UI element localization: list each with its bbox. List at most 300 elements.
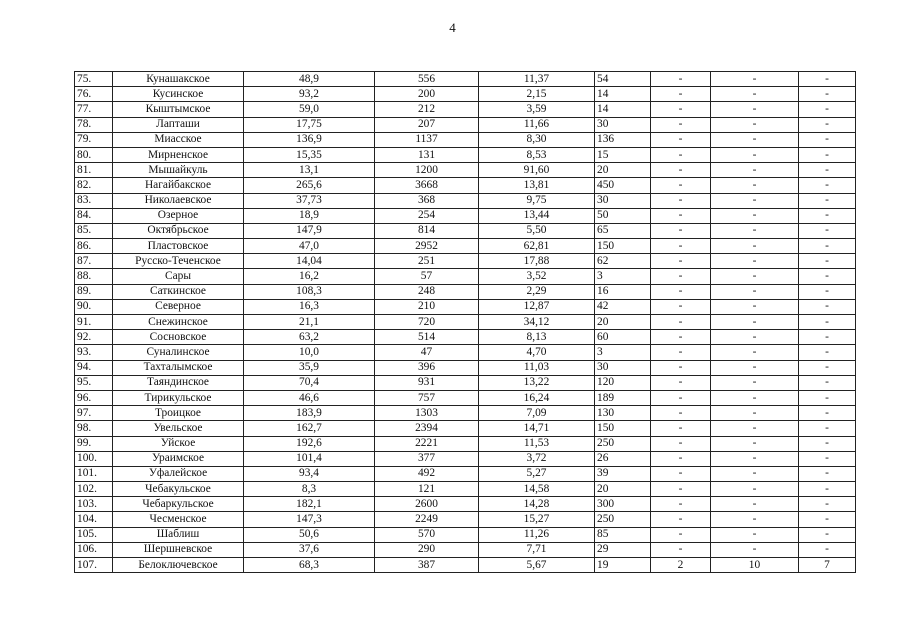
value-cell-2: - bbox=[711, 451, 799, 466]
table-row bbox=[75, 117, 856, 132]
value-cell-1: - bbox=[651, 527, 711, 542]
name-cell: Кусинское bbox=[113, 87, 244, 102]
volume-cell: 3668 bbox=[375, 178, 479, 193]
table-row bbox=[75, 299, 856, 314]
volume-cell: 1303 bbox=[375, 406, 479, 421]
value-cell-3: - bbox=[799, 284, 856, 299]
value-cell-1: - bbox=[651, 482, 711, 497]
area-cell: 35,9 bbox=[244, 360, 375, 375]
row-number-cell: 79. bbox=[75, 132, 113, 147]
reserve-cell: 250 bbox=[595, 512, 651, 527]
volume-cell: 720 bbox=[375, 315, 479, 330]
area-cell: 15,35 bbox=[244, 147, 375, 162]
area-cell: 136,9 bbox=[244, 132, 375, 147]
value-cell-1: - bbox=[651, 132, 711, 147]
table-row bbox=[75, 542, 856, 557]
area-cell: 183,9 bbox=[244, 406, 375, 421]
volume-cell: 1200 bbox=[375, 163, 479, 178]
table-row bbox=[75, 223, 856, 238]
value-cell-1: - bbox=[651, 345, 711, 360]
row-number-cell: 107. bbox=[75, 558, 113, 573]
name-cell: Тирикульское bbox=[113, 390, 244, 405]
depth-cell: 62,81 bbox=[479, 239, 595, 254]
value-cell-1: - bbox=[651, 421, 711, 436]
depth-cell: 7,71 bbox=[479, 542, 595, 557]
depth-cell: 15,27 bbox=[479, 512, 595, 527]
reserve-cell: 42 bbox=[595, 299, 651, 314]
reserve-cell: 60 bbox=[595, 330, 651, 345]
name-cell: Северное bbox=[113, 299, 244, 314]
area-cell: 101,4 bbox=[244, 451, 375, 466]
name-cell: Кунашакское bbox=[113, 72, 244, 87]
row-number-cell: 89. bbox=[75, 284, 113, 299]
row-number-cell: 98. bbox=[75, 421, 113, 436]
name-cell: Уйское bbox=[113, 436, 244, 451]
row-number-cell: 90. bbox=[75, 299, 113, 314]
row-number-cell: 82. bbox=[75, 178, 113, 193]
value-cell-2: - bbox=[711, 239, 799, 254]
area-cell: 162,7 bbox=[244, 421, 375, 436]
row-number-cell: 87. bbox=[75, 254, 113, 269]
value-cell-3: - bbox=[799, 102, 856, 117]
row-number-cell: 100. bbox=[75, 451, 113, 466]
value-cell-2: - bbox=[711, 497, 799, 512]
value-cell-3: - bbox=[799, 466, 856, 481]
value-cell-3: - bbox=[799, 390, 856, 405]
area-cell: 13,1 bbox=[244, 163, 375, 178]
name-cell: Таяндинское bbox=[113, 375, 244, 390]
reserve-cell: 3 bbox=[595, 345, 651, 360]
reserve-cell: 120 bbox=[595, 375, 651, 390]
name-cell: Октябрьское bbox=[113, 223, 244, 238]
area-cell: 48,9 bbox=[244, 72, 375, 87]
table-row bbox=[75, 558, 856, 573]
depth-cell: 2,29 bbox=[479, 284, 595, 299]
table-row bbox=[75, 345, 856, 360]
value-cell-3: - bbox=[799, 132, 856, 147]
value-cell-2: - bbox=[711, 299, 799, 314]
depth-cell: 5,27 bbox=[479, 466, 595, 481]
name-cell: Уфалейское bbox=[113, 466, 244, 481]
value-cell-1: - bbox=[651, 102, 711, 117]
depth-cell: 7,09 bbox=[479, 406, 595, 421]
reserve-cell: 30 bbox=[595, 193, 651, 208]
volume-cell: 931 bbox=[375, 375, 479, 390]
value-cell-3: - bbox=[799, 178, 856, 193]
depth-cell: 13,44 bbox=[479, 208, 595, 223]
value-cell-2: - bbox=[711, 330, 799, 345]
area-cell: 147,9 bbox=[244, 223, 375, 238]
name-cell: Николаевское bbox=[113, 193, 244, 208]
depth-cell: 5,67 bbox=[479, 558, 595, 573]
table-row bbox=[75, 360, 856, 375]
reserve-cell: 65 bbox=[595, 223, 651, 238]
volume-cell: 121 bbox=[375, 482, 479, 497]
depth-cell: 11,53 bbox=[479, 436, 595, 451]
value-cell-1: - bbox=[651, 315, 711, 330]
volume-cell: 2600 bbox=[375, 497, 479, 512]
area-cell: 147,3 bbox=[244, 512, 375, 527]
name-cell: Русско-Теченское bbox=[113, 254, 244, 269]
reserve-cell: 300 bbox=[595, 497, 651, 512]
row-number-cell: 106. bbox=[75, 542, 113, 557]
value-cell-2: - bbox=[711, 345, 799, 360]
value-cell-2: - bbox=[711, 512, 799, 527]
row-number-cell: 81. bbox=[75, 163, 113, 178]
table-row bbox=[75, 132, 856, 147]
name-cell: Лапташи bbox=[113, 117, 244, 132]
table-row bbox=[75, 147, 856, 162]
row-number-cell: 105. bbox=[75, 527, 113, 542]
value-cell-2: - bbox=[711, 102, 799, 117]
volume-cell: 254 bbox=[375, 208, 479, 223]
depth-cell: 34,12 bbox=[479, 315, 595, 330]
volume-cell: 47 bbox=[375, 345, 479, 360]
value-cell-3: - bbox=[799, 375, 856, 390]
area-cell: 10,0 bbox=[244, 345, 375, 360]
area-cell: 17,75 bbox=[244, 117, 375, 132]
volume-cell: 210 bbox=[375, 299, 479, 314]
value-cell-3: - bbox=[799, 87, 856, 102]
row-number-cell: 84. bbox=[75, 208, 113, 223]
value-cell-2: - bbox=[711, 315, 799, 330]
row-number-cell: 85. bbox=[75, 223, 113, 238]
value-cell-3: - bbox=[799, 254, 856, 269]
row-number-cell: 103. bbox=[75, 497, 113, 512]
table-body bbox=[75, 72, 856, 573]
area-cell: 21,1 bbox=[244, 315, 375, 330]
area-cell: 46,6 bbox=[244, 390, 375, 405]
value-cell-1: - bbox=[651, 163, 711, 178]
value-cell-1: - bbox=[651, 147, 711, 162]
table-row bbox=[75, 239, 856, 254]
depth-cell: 12,87 bbox=[479, 299, 595, 314]
volume-cell: 290 bbox=[375, 542, 479, 557]
value-cell-2: - bbox=[711, 87, 799, 102]
depth-cell: 13,22 bbox=[479, 375, 595, 390]
depth-cell: 8,13 bbox=[479, 330, 595, 345]
value-cell-1: - bbox=[651, 193, 711, 208]
area-cell: 192,6 bbox=[244, 436, 375, 451]
value-cell-2: - bbox=[711, 466, 799, 481]
volume-cell: 2249 bbox=[375, 512, 479, 527]
reserve-cell: 26 bbox=[595, 451, 651, 466]
volume-cell: 131 bbox=[375, 147, 479, 162]
table-row bbox=[75, 375, 856, 390]
volume-cell: 248 bbox=[375, 284, 479, 299]
reserve-cell: 16 bbox=[595, 284, 651, 299]
depth-cell: 14,58 bbox=[479, 482, 595, 497]
value-cell-2: - bbox=[711, 527, 799, 542]
page-number: 4 bbox=[449, 20, 456, 35]
reserve-cell: 39 bbox=[595, 466, 651, 481]
table-row bbox=[75, 421, 856, 436]
value-cell-3: - bbox=[799, 360, 856, 375]
row-number-cell: 83. bbox=[75, 193, 113, 208]
reserve-cell: 54 bbox=[595, 72, 651, 87]
table-row bbox=[75, 466, 856, 481]
name-cell: Белоключевское bbox=[113, 558, 244, 573]
reserve-cell: 14 bbox=[595, 87, 651, 102]
area-cell: 265,6 bbox=[244, 178, 375, 193]
row-number-cell: 75. bbox=[75, 72, 113, 87]
row-number-cell: 94. bbox=[75, 360, 113, 375]
value-cell-2: - bbox=[711, 390, 799, 405]
volume-cell: 757 bbox=[375, 390, 479, 405]
value-cell-1: - bbox=[651, 542, 711, 557]
row-number-cell: 97. bbox=[75, 406, 113, 421]
depth-cell: 11,26 bbox=[479, 527, 595, 542]
value-cell-1: - bbox=[651, 436, 711, 451]
depth-cell: 8,30 bbox=[479, 132, 595, 147]
value-cell-1: - bbox=[651, 466, 711, 481]
volume-cell: 570 bbox=[375, 527, 479, 542]
value-cell-1: - bbox=[651, 299, 711, 314]
row-number-cell: 76. bbox=[75, 87, 113, 102]
value-cell-1: - bbox=[651, 269, 711, 284]
value-cell-2: - bbox=[711, 254, 799, 269]
row-number-cell: 92. bbox=[75, 330, 113, 345]
value-cell-2: - bbox=[711, 482, 799, 497]
value-cell-1: - bbox=[651, 254, 711, 269]
reserve-cell: 20 bbox=[595, 315, 651, 330]
area-cell: 37,73 bbox=[244, 193, 375, 208]
volume-cell: 2952 bbox=[375, 239, 479, 254]
area-cell: 182,1 bbox=[244, 497, 375, 512]
depth-cell: 3,52 bbox=[479, 269, 595, 284]
table-row bbox=[75, 102, 856, 117]
depth-cell: 17,88 bbox=[479, 254, 595, 269]
name-cell: Мышайкуль bbox=[113, 163, 244, 178]
area-cell: 68,3 bbox=[244, 558, 375, 573]
area-cell: 16,2 bbox=[244, 269, 375, 284]
table-row bbox=[75, 284, 856, 299]
name-cell: Сосновское bbox=[113, 330, 244, 345]
volume-cell: 396 bbox=[375, 360, 479, 375]
area-cell: 63,2 bbox=[244, 330, 375, 345]
value-cell-3: - bbox=[799, 527, 856, 542]
name-cell: Чесменское bbox=[113, 512, 244, 527]
depth-cell: 14,71 bbox=[479, 421, 595, 436]
area-cell: 18,9 bbox=[244, 208, 375, 223]
table-row bbox=[75, 87, 856, 102]
value-cell-1: - bbox=[651, 239, 711, 254]
reserve-cell: 250 bbox=[595, 436, 651, 451]
depth-cell: 11,66 bbox=[479, 117, 595, 132]
value-cell-1: - bbox=[651, 451, 711, 466]
value-cell-3: - bbox=[799, 451, 856, 466]
table-row bbox=[75, 72, 856, 87]
volume-cell: 200 bbox=[375, 87, 479, 102]
name-cell: Саткинское bbox=[113, 284, 244, 299]
reserve-cell: 30 bbox=[595, 117, 651, 132]
value-cell-1: - bbox=[651, 512, 711, 527]
depth-cell: 2,15 bbox=[479, 87, 595, 102]
volume-cell: 207 bbox=[375, 117, 479, 132]
name-cell: Сары bbox=[113, 269, 244, 284]
name-cell: Ураимское bbox=[113, 451, 244, 466]
volume-cell: 1137 bbox=[375, 132, 479, 147]
value-cell-2: - bbox=[711, 208, 799, 223]
value-cell-1: - bbox=[651, 330, 711, 345]
table-row bbox=[75, 406, 856, 421]
reserve-cell: 29 bbox=[595, 542, 651, 557]
depth-cell: 5,50 bbox=[479, 223, 595, 238]
name-cell: Тахталымское bbox=[113, 360, 244, 375]
row-number-cell: 78. bbox=[75, 117, 113, 132]
depth-cell: 11,37 bbox=[479, 72, 595, 87]
value-cell-1: - bbox=[651, 87, 711, 102]
depth-cell: 13,81 bbox=[479, 178, 595, 193]
area-cell: 8,3 bbox=[244, 482, 375, 497]
value-cell-1: - bbox=[651, 72, 711, 87]
value-cell-2: - bbox=[711, 193, 799, 208]
reserve-cell: 50 bbox=[595, 208, 651, 223]
volume-cell: 212 bbox=[375, 102, 479, 117]
name-cell: Озерное bbox=[113, 208, 244, 223]
reserve-cell: 20 bbox=[595, 482, 651, 497]
row-number-cell: 96. bbox=[75, 390, 113, 405]
value-cell-3: - bbox=[799, 299, 856, 314]
depth-cell: 8,53 bbox=[479, 147, 595, 162]
reserve-cell: 14 bbox=[595, 102, 651, 117]
table-row bbox=[75, 163, 856, 178]
reserve-cell: 189 bbox=[595, 390, 651, 405]
value-cell-2: - bbox=[711, 132, 799, 147]
name-cell: Нагайбакское bbox=[113, 178, 244, 193]
reserve-cell: 15 bbox=[595, 147, 651, 162]
row-number-cell: 101. bbox=[75, 466, 113, 481]
volume-cell: 556 bbox=[375, 72, 479, 87]
value-cell-2: - bbox=[711, 284, 799, 299]
value-cell-3: - bbox=[799, 315, 856, 330]
volume-cell: 251 bbox=[375, 254, 479, 269]
value-cell-3: - bbox=[799, 542, 856, 557]
value-cell-2: - bbox=[711, 178, 799, 193]
volume-cell: 814 bbox=[375, 223, 479, 238]
depth-cell: 9,75 bbox=[479, 193, 595, 208]
value-cell-1: - bbox=[651, 375, 711, 390]
value-cell-1: - bbox=[651, 497, 711, 512]
area-cell: 14,04 bbox=[244, 254, 375, 269]
volume-cell: 387 bbox=[375, 558, 479, 573]
depth-cell: 91,60 bbox=[479, 163, 595, 178]
value-cell-2: - bbox=[711, 421, 799, 436]
value-cell-2: - bbox=[711, 375, 799, 390]
reserve-cell: 85 bbox=[595, 527, 651, 542]
table-row bbox=[75, 527, 856, 542]
depth-cell: 11,03 bbox=[479, 360, 595, 375]
reserve-cell: 20 bbox=[595, 163, 651, 178]
row-number-cell: 102. bbox=[75, 482, 113, 497]
value-cell-2: - bbox=[711, 542, 799, 557]
table-row bbox=[75, 451, 856, 466]
depth-cell: 3,59 bbox=[479, 102, 595, 117]
name-cell: Шаблиш bbox=[113, 527, 244, 542]
area-cell: 108,3 bbox=[244, 284, 375, 299]
value-cell-3: - bbox=[799, 482, 856, 497]
value-cell-1: - bbox=[651, 117, 711, 132]
value-cell-2: - bbox=[711, 117, 799, 132]
row-number-cell: 80. bbox=[75, 147, 113, 162]
table-row bbox=[75, 512, 856, 527]
value-cell-3: - bbox=[799, 163, 856, 178]
value-cell-2: - bbox=[711, 269, 799, 284]
value-cell-3: - bbox=[799, 223, 856, 238]
value-cell-1: - bbox=[651, 178, 711, 193]
value-cell-2: - bbox=[711, 223, 799, 238]
row-number-cell: 86. bbox=[75, 239, 113, 254]
area-cell: 59,0 bbox=[244, 102, 375, 117]
name-cell: Снежинское bbox=[113, 315, 244, 330]
table-row bbox=[75, 254, 856, 269]
reserve-cell: 30 bbox=[595, 360, 651, 375]
table-row bbox=[75, 208, 856, 223]
row-number-cell: 93. bbox=[75, 345, 113, 360]
row-number-cell: 88. bbox=[75, 269, 113, 284]
volume-cell: 2394 bbox=[375, 421, 479, 436]
reserve-cell: 450 bbox=[595, 178, 651, 193]
value-cell-3: - bbox=[799, 497, 856, 512]
area-cell: 37,6 bbox=[244, 542, 375, 557]
row-number-cell: 95. bbox=[75, 375, 113, 390]
depth-cell: 14,28 bbox=[479, 497, 595, 512]
area-cell: 93,2 bbox=[244, 87, 375, 102]
volume-cell: 368 bbox=[375, 193, 479, 208]
name-cell: Увельское bbox=[113, 421, 244, 436]
value-cell-3: - bbox=[799, 239, 856, 254]
value-cell-3: - bbox=[799, 208, 856, 223]
volume-cell: 377 bbox=[375, 451, 479, 466]
table-row bbox=[75, 390, 856, 405]
name-cell: Чебаркульское bbox=[113, 497, 244, 512]
reserve-cell: 3 bbox=[595, 269, 651, 284]
table-row bbox=[75, 330, 856, 345]
reserve-cell: 19 bbox=[595, 558, 651, 573]
table-row bbox=[75, 497, 856, 512]
row-number-cell: 104. bbox=[75, 512, 113, 527]
reserve-cell: 62 bbox=[595, 254, 651, 269]
area-cell: 50,6 bbox=[244, 527, 375, 542]
depth-cell: 3,72 bbox=[479, 451, 595, 466]
table-row bbox=[75, 315, 856, 330]
reserve-cell: 136 bbox=[595, 132, 651, 147]
table-row bbox=[75, 436, 856, 451]
value-cell-2: - bbox=[711, 147, 799, 162]
value-cell-3: - bbox=[799, 193, 856, 208]
name-cell: Мирненское bbox=[113, 147, 244, 162]
row-number-cell: 77. bbox=[75, 102, 113, 117]
value-cell-3: - bbox=[799, 147, 856, 162]
value-cell-1: - bbox=[651, 406, 711, 421]
table-row bbox=[75, 482, 856, 497]
name-cell: Троицкое bbox=[113, 406, 244, 421]
value-cell-3: - bbox=[799, 436, 856, 451]
depth-cell: 16,24 bbox=[479, 390, 595, 405]
value-cell-1: - bbox=[651, 284, 711, 299]
name-cell: Кыштымское bbox=[113, 102, 244, 117]
depth-cell: 4,70 bbox=[479, 345, 595, 360]
name-cell: Шершневское bbox=[113, 542, 244, 557]
area-cell: 70,4 bbox=[244, 375, 375, 390]
table-row bbox=[75, 178, 856, 193]
reserve-cell: 150 bbox=[595, 421, 651, 436]
area-cell: 16,3 bbox=[244, 299, 375, 314]
table-row bbox=[75, 269, 856, 284]
volume-cell: 514 bbox=[375, 330, 479, 345]
value-cell-3: - bbox=[799, 269, 856, 284]
volume-cell: 57 bbox=[375, 269, 479, 284]
